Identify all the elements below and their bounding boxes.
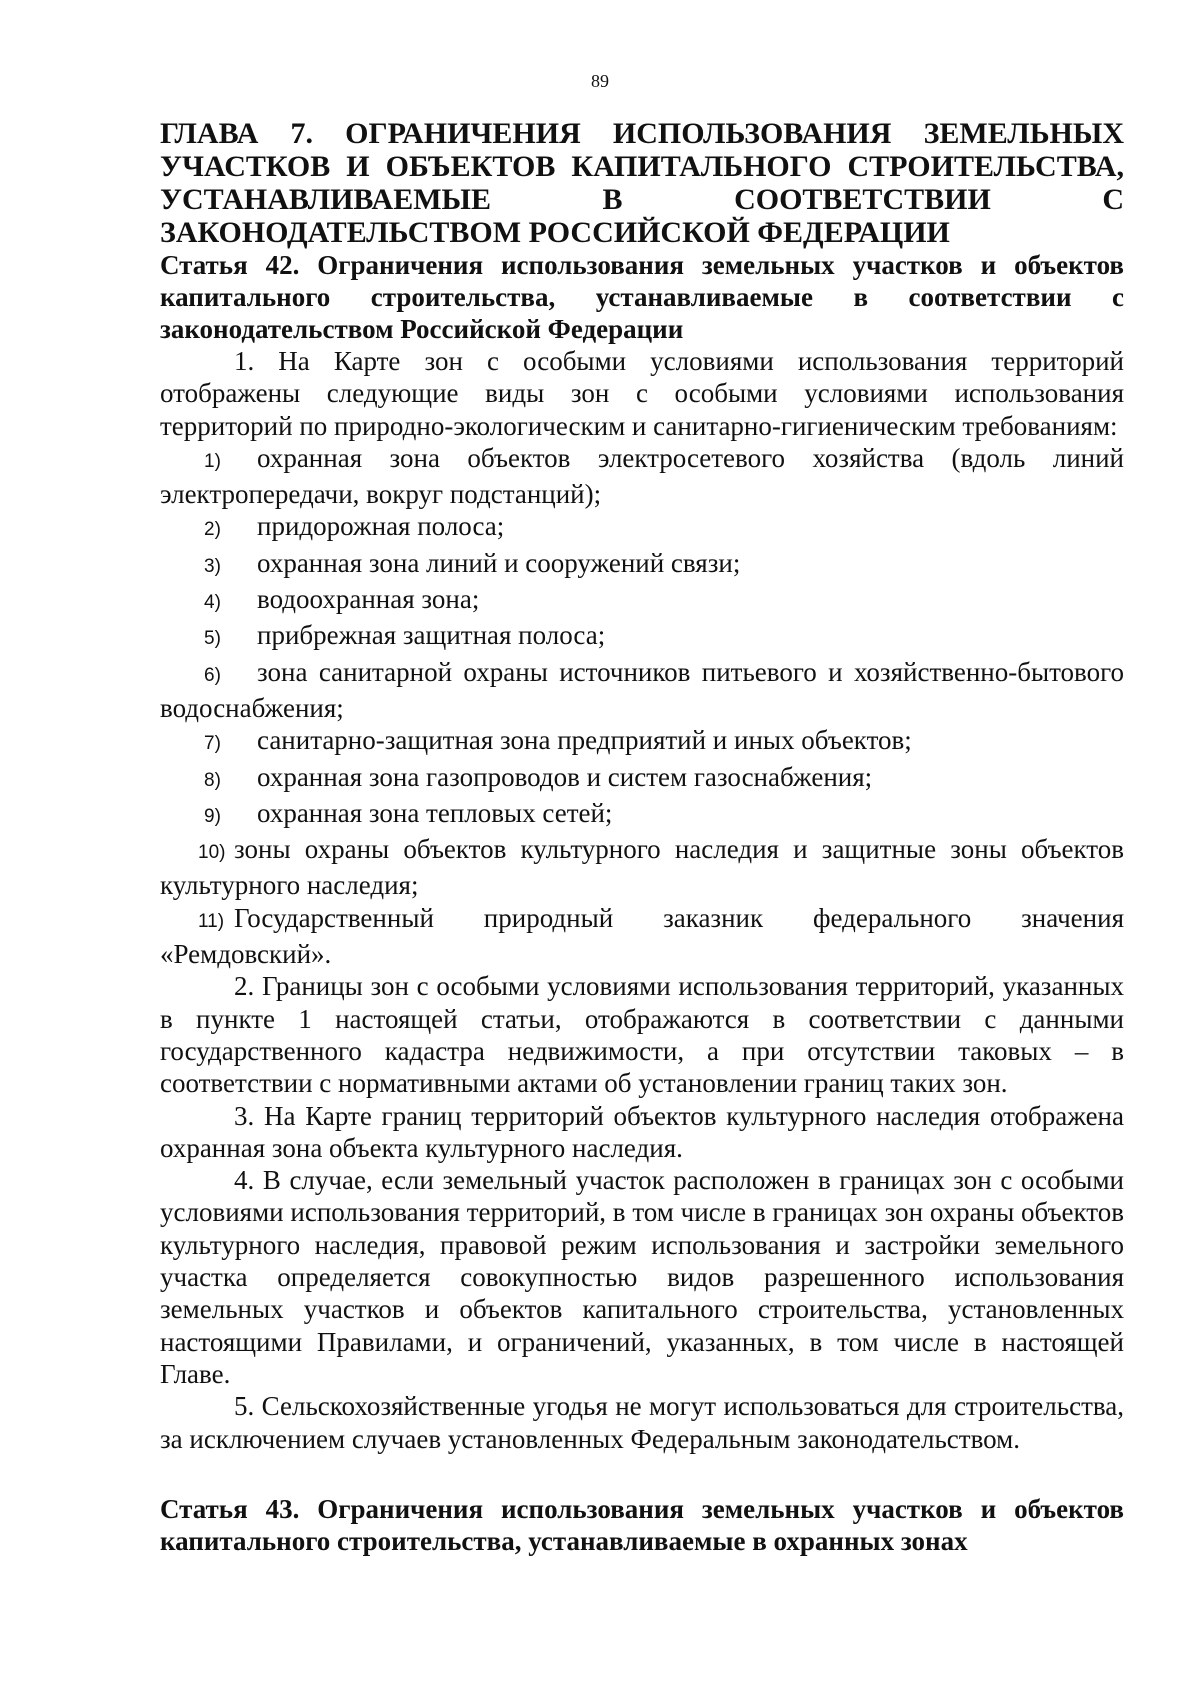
list-item-number: 2)	[204, 519, 221, 541]
article-42-paragraph-3: 3. На Карте границ территорий объектов культурного наследия отображена охранная зона объекта культурного наследия.	[160, 1100, 1124, 1163]
list-item-number: 5)	[204, 628, 221, 650]
list-item-text: придорожная полоса;	[257, 511, 505, 542]
list-item-number: 1)	[204, 450, 221, 472]
list-item-text: охранная зона линий и сооружений связи;	[257, 547, 741, 578]
list-item-number: 11)	[198, 910, 225, 932]
list-item	[160, 442, 1124, 511]
list-item	[160, 583, 1124, 619]
list-item	[160, 902, 1124, 971]
list-item-text: зона санитарной охраны источников питьевого и хозяйственно-бытового водоснабжения;	[160, 656, 1124, 723]
list-item-number: 7)	[204, 733, 221, 755]
list-item-text: Государственный природный заказник федерального значения «Ремдовский».	[160, 902, 1124, 970]
article-42-title: Статья 42. Ограничения использования земельных участков и объектов капитального строительства, устанавливаемые в соответствии с законодательством Российской Федерации	[160, 250, 1124, 344]
list-item	[160, 656, 1124, 725]
list-item-text: охранная зона объектов электросетевого хозяйства (вдоль линий электропередачи, вокруг подстанций);	[160, 442, 1124, 510]
list-item-text: водоохранная зона;	[257, 584, 480, 615]
section-spacer	[160, 1455, 1124, 1493]
list-item	[160, 510, 1124, 546]
list-item-number: 4)	[204, 592, 221, 614]
list-item-number: 8)	[204, 769, 221, 791]
list-item-number: 10)	[198, 842, 226, 864]
list-item	[160, 547, 1124, 583]
article-43-title: Статья 43. Ограничения использования земельных участков и объектов капитального строительства, устанавливаемые в охранных зонах	[160, 1493, 1124, 1556]
list-item-number: 6)	[204, 664, 221, 686]
chapter-title: ГЛАВА 7. ОГРАНИЧЕНИЯ ИСПОЛЬЗОВАНИЯ ЗЕМЕЛЬНЫХ УЧАСТКОВ И ОБЪЕКТОВ КАПИТАЛЬНОГО СТРОИТЕЛЬСТВА, УСТАНАВЛИВАЕМЫЕ В СООТВЕТСТВИИ С ЗАКОНОДАТЕЛЬСТВОМ РОССИЙСКОЙ ФЕДЕРАЦИИ	[160, 117, 1124, 249]
list-item-number: 3)	[204, 555, 221, 577]
article-42-paragraph-5: 5. Сельскохозяйственные угодья не могут использоваться для строительства, за исключением случаев установленных Федеральным законодательством.	[160, 1391, 1124, 1454]
page-number: 89	[591, 71, 609, 91]
page-content	[160, 117, 1124, 1557]
list-item-text: охранная зона тепловых сетей;	[257, 797, 613, 828]
list-item-text: зоны охраны объектов культурного наследия и защитные зоны объектов культурного наследия;	[160, 834, 1124, 901]
list-item-number: 9)	[204, 805, 221, 827]
list-item	[160, 761, 1124, 797]
zone-list	[160, 442, 1124, 970]
list-item	[160, 619, 1124, 655]
article-42-paragraph-2: 2. Границы зон с особыми условиями использования территорий, указанных в пункте 1 настоящей статьи, отображаются в соответствии с данными государственного кадастра недвижимости, а при отсутствии таковых – в соответствии с нормативными актами об установлении границ таких зон.	[160, 971, 1124, 1099]
list-item	[160, 797, 1124, 833]
list-item	[160, 724, 1124, 760]
article-42-paragraph-1: 1. На Карте зон с особыми условиями использования территорий отображены следующие виды зон с особыми условиями использования территорий по природно-экологическим и санитарно-гигиеническим требованиям:	[160, 346, 1124, 441]
list-item-text: санитарно-защитная зона предприятий и иных объектов;	[257, 725, 912, 756]
list-item-text: прибрежная защитная полоса;	[257, 620, 606, 651]
article-42-paragraph-4: 4. В случае, если земельный участок расположен в границах зон с особыми условиями использования территорий, в том числе в границах зон охраны объектов культурного наследия, правовой режим использования и застройки земельного участка определяется совокупностью видов разрешенного использования земельных участков и объектов капитального строительства, установленных настоящими Правилами, и ограничений, указанных, в том числе в настоящей Главе.	[160, 1165, 1124, 1389]
list-item-text: охранная зона газопроводов и систем газоснабжения;	[257, 761, 873, 792]
list-item	[160, 833, 1124, 902]
